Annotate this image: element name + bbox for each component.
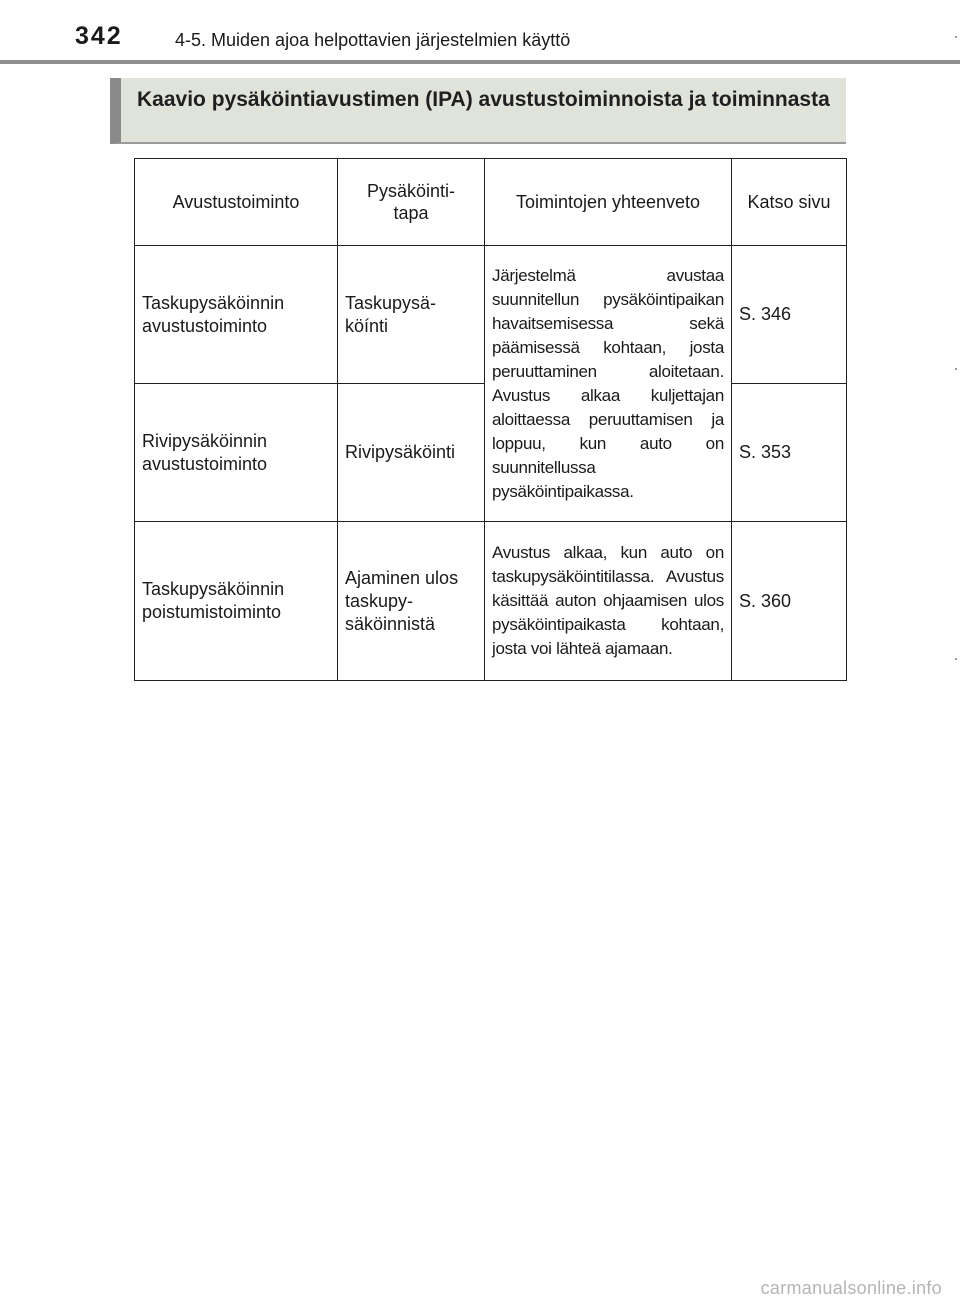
cell-function xyxy=(135,522,338,681)
watermark: carmanualsonline.info xyxy=(760,1278,942,1298)
edge-mark xyxy=(955,658,957,660)
cell-method xyxy=(338,384,485,522)
summary-text: Järjestelmä avustaa suunnitellun pysäköintipaikan havaitsemisessa sekä päämisessä kohtaan, josta peruuttaminen aloitetaan. Avustus alkaa kuljettajan aloittaessa peruuttamisen ja loppuu, kun auto on suunnitellussa pysäköintipaikassa. xyxy=(492,265,724,501)
edge-mark xyxy=(955,368,957,370)
page-header xyxy=(0,0,960,64)
header-summary: Toimintojen yhteenveto xyxy=(485,159,732,246)
header-parking-method-text: Pysäköinti- tapa xyxy=(366,181,456,223)
cell-shared-summary xyxy=(485,246,732,522)
section-heading xyxy=(110,78,846,144)
edge-mark xyxy=(955,36,957,38)
table-row xyxy=(135,246,847,384)
method-text: Taskupysä- köínti xyxy=(345,292,437,336)
page-ref: S. 346 xyxy=(739,304,792,324)
cell-function xyxy=(135,384,338,522)
header-parking-method xyxy=(338,159,485,246)
section-title: Kaavio pysäköintiavustimen (IPA) avustustoiminnoista ja toiminnasta xyxy=(137,88,830,111)
page-ref: S. 353 xyxy=(739,442,792,462)
cell-method xyxy=(338,522,485,681)
function-text: Rivipysäköinnin avustustoiminto xyxy=(142,430,268,474)
table-row xyxy=(135,522,847,681)
table-header-row xyxy=(135,159,847,246)
cell-page-ref xyxy=(732,522,847,681)
header-see-page: Katso sivu xyxy=(732,159,847,246)
assist-function-table xyxy=(134,158,847,681)
cell-function xyxy=(135,246,338,384)
cell-page-ref xyxy=(732,246,847,384)
summary-text: Avustus alkaa, kun auto on taskupysäköintitilassa. Avustus käsittää auton ohjaamisen ulos pysäköintipaikasta kohtaan, josta voi lähteä ajamaan. xyxy=(492,543,724,658)
header-assist-function: Avustustoiminto xyxy=(135,159,338,246)
cell-summary xyxy=(485,522,732,681)
page-number: 342 xyxy=(75,22,123,50)
method-text: Rivipysäköinti xyxy=(345,442,456,462)
cell-method xyxy=(338,246,485,384)
method-text: Ajaminen ulos taskupy- säköinnistä xyxy=(345,567,459,634)
header-rule xyxy=(0,60,960,64)
cell-page-ref xyxy=(732,384,847,522)
function-text: Taskupysäköinnin avustustoiminto xyxy=(142,292,285,336)
page-ref: S. 360 xyxy=(739,590,792,611)
chapter-title: 4-5. Muiden ajoa helpottavien järjestelmien käyttö xyxy=(175,30,571,50)
function-text: Taskupysäköinnin poistumistoiminto xyxy=(142,579,285,622)
